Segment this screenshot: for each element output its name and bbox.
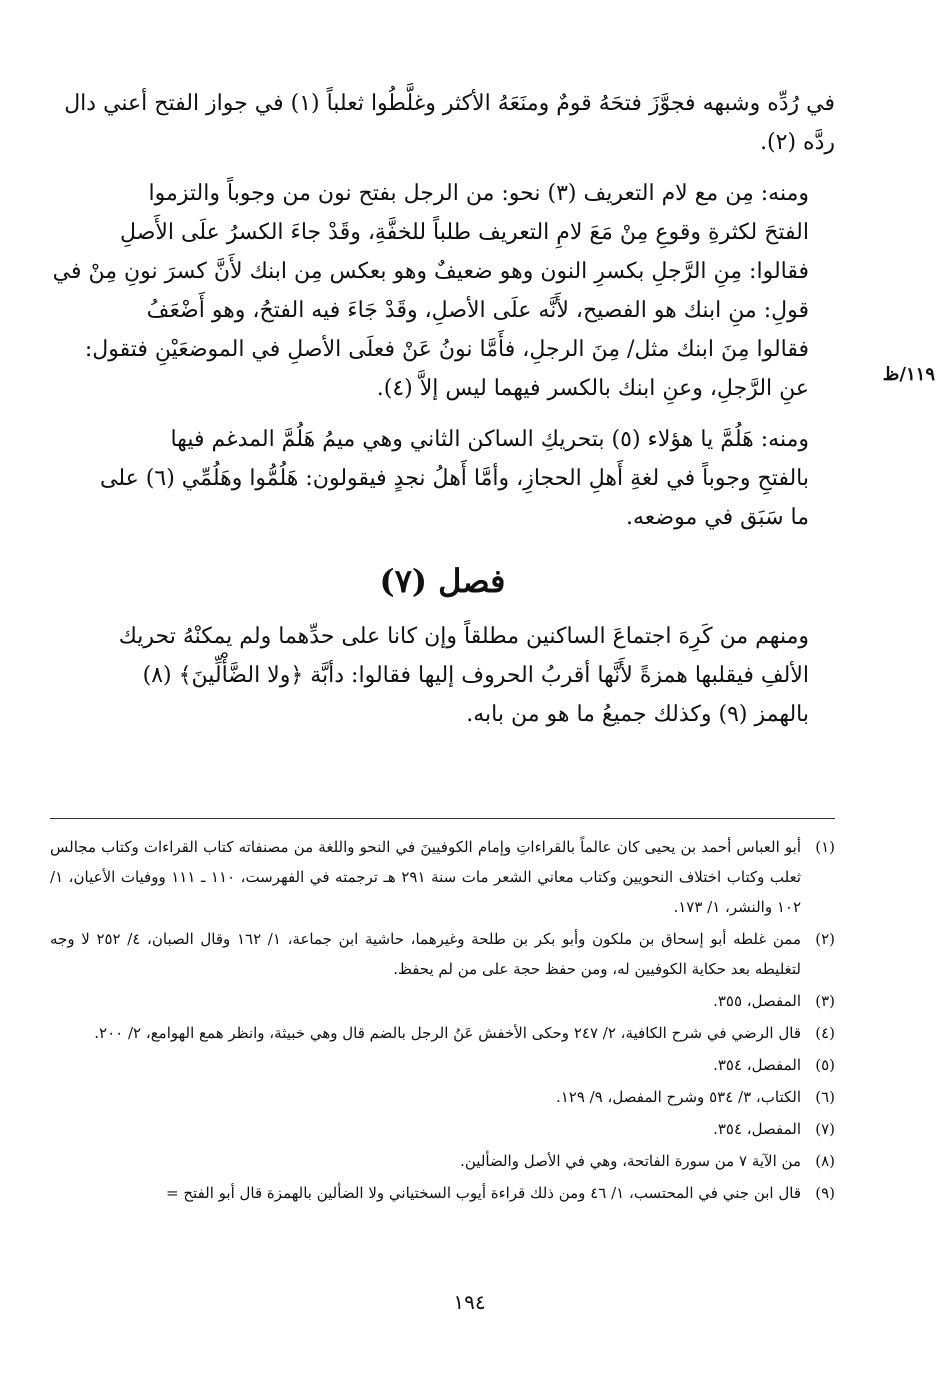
text-line: عنِ الرَّجلِ، وعنِ ابنك بالكسر فيهما ليس إلاَّ (٤).: [376, 376, 809, 401]
text-line: الألفِ فيقلبها همزةً لأَنَّها أقربُ الحروف إليها فقالوا: دأبَّة ﴿ولا الضَّأْلِّينَ﴾ (٨): [142, 663, 809, 688]
text-line: ومنهم من كَرِهَ اجتماعَ الساكنين مطلقاً وإن كانا على حدِّهما ولم يمكنْهُ تحريك: [118, 624, 809, 649]
footnote-text: المفصل، ٣٥٤.: [713, 1120, 801, 1138]
footnote-text: أبو العباس أحمد بن يحيى كان عالماً بالقراءاتِ وإمام الكوفيينَ في النحو واللغة من مصنفاته كتاب القراءات وكتاب مجالس ثعلب وكتاب اختلاف النحويين وكتاب معاني الشعر مات سنة ٢٩١ هـ ترجمته في الفهرست، ١١٠ ـ ١١١ ووفيات الأعيان، ١/ ١٠٢ والنشر، ١/ ١٧٣.: [50, 838, 801, 916]
footnote-text: قال ابن جني في المحتسب، ١/ ٤٦ ومن ذلك قراءة أيوب السختياني ولا الضألين بالهمزة قال أبو الفتح =: [166, 1184, 801, 1202]
footnote-number: (٤): [815, 1024, 835, 1042]
footnote-number: (٢): [815, 930, 835, 948]
text-line: بالفتحِ وجوباً في لغةِ أَهلِ الحجازِ، وأمَّا أَهلُ نجدٍ فيقولون: هَلُمُّوا وهَلُمِّي (٦) على: [100, 466, 809, 491]
footnote-text: من الآية ٧ من سورة الفاتحة، وهي في الأصل والضألين.: [460, 1152, 801, 1170]
main-text: [50, 84, 835, 746]
footnote: [50, 924, 835, 984]
text-line: ما سَبَق في موضعه.: [626, 505, 809, 530]
manuscript-folio-note: ١١٩/ظ: [882, 364, 935, 385]
paragraph-1: [50, 84, 835, 162]
text-line: قولِ: منِ ابنك هو الفصيح، لأَنَّه علَى الأصلِ، وقَدْ جَاءَ فيه الفتحُ، وهو أَضْعَفُ: [146, 298, 809, 323]
paragraph-3: [50, 420, 835, 537]
footnote-text: الكتاب، ٣/ ٥٣٤ وشرح المفصل، ٩/ ١٢٩.: [555, 1088, 801, 1106]
footnote: [50, 1114, 835, 1144]
footnote-number: (٦): [815, 1088, 835, 1106]
footnote: [50, 832, 835, 922]
section-heading: فصل (٧): [379, 562, 506, 600]
paragraph-2: [50, 174, 835, 408]
text-line: فقالوا مِنَ ابنك مثل/ مِنَ الرجلِ، فأَمَّا نونُ عَنْ فعلَى الأصلِ في الموضعَيْنِ فتقول:: [84, 337, 809, 362]
footnote-number: (٨): [815, 1152, 835, 1170]
footnotes: [50, 832, 835, 1210]
footnote-text: قال الرضي في شرح الكافية، ٢/ ٢٤٧ وحكى الأخفش عَنُ الرجل بالضم قال وهي خبيثة، وانظر همع الهوامع، ٢/ ٢٠٠.: [94, 1024, 801, 1042]
footnote-separator: [50, 818, 835, 819]
footnote: [50, 1050, 835, 1080]
footnote-text: المفصل، ٣٥٥.: [713, 992, 801, 1010]
footnote-number: (١): [815, 838, 835, 856]
footnote-number: (٥): [815, 1056, 835, 1074]
footnote: [50, 1018, 835, 1048]
footnote-number: (٩): [815, 1184, 835, 1202]
footnote-number: (٧): [815, 1120, 835, 1138]
footnote: [50, 1082, 835, 1112]
text-line: ومنه: مِن مع لام التعريف (٣) نحو: من الرجل بفتح نون من وجوباً والتزموا: [148, 181, 809, 206]
footnote-text: ممن غلطه أبو إسحاق بن ملكون وأبو بكر بن طلحة وغيرهما، حاشية ابن جماعة، ١/ ١٦٢ وقال الصبان، ٤/ ٢٥٢ لا وجه لتغليطه بعد حكاية الكوفيين له، ومن حفظ حجة على من لم يحفظ.: [50, 930, 802, 978]
text-line: ومنه: هَلُمَّ يا هؤلاء (٥) بتحريكِ الساكن الثاني وهي ميمُ هَلُمَّ المدغم فيها: [170, 427, 809, 452]
footnote-number: (٣): [815, 992, 835, 1010]
footnote: [50, 1178, 835, 1208]
section-paragraph: [50, 617, 835, 734]
footnote: [50, 1146, 835, 1176]
footnote-text: المفصل، ٣٥٤.: [713, 1056, 801, 1074]
text-line: فقالوا: مِنِ الرَّجلِ بكسرِ النون وهو ضعيفٌ وهو بعكس مِن ابنك لأَنَّ كسرَ نونِ مِنْ في: [52, 259, 809, 284]
text-line: في رُدِّه وشبهه فجوَّزَ فتحَهُ قومٌ ومنَعَهُ الأكثر وغلَّطُوا ثعلباً (١) في جواز الفتح أعني دال: [64, 91, 835, 116]
text-line: بالهمز (٩) وكذلك جميعُ ما هو من بابه.: [466, 702, 809, 727]
text-line: الفتحَ لكثرةِ وقوعِ مِنْ مَعَ لامِ التعريف طلباً للخفَّةِ، وقَدْ جاءَ الكسرُ علَى الأَصلِ: [120, 220, 809, 245]
text-line: ردَّه (٢).: [760, 130, 835, 155]
footnote: [50, 986, 835, 1016]
page-number: ١٩٤: [453, 1290, 486, 1314]
